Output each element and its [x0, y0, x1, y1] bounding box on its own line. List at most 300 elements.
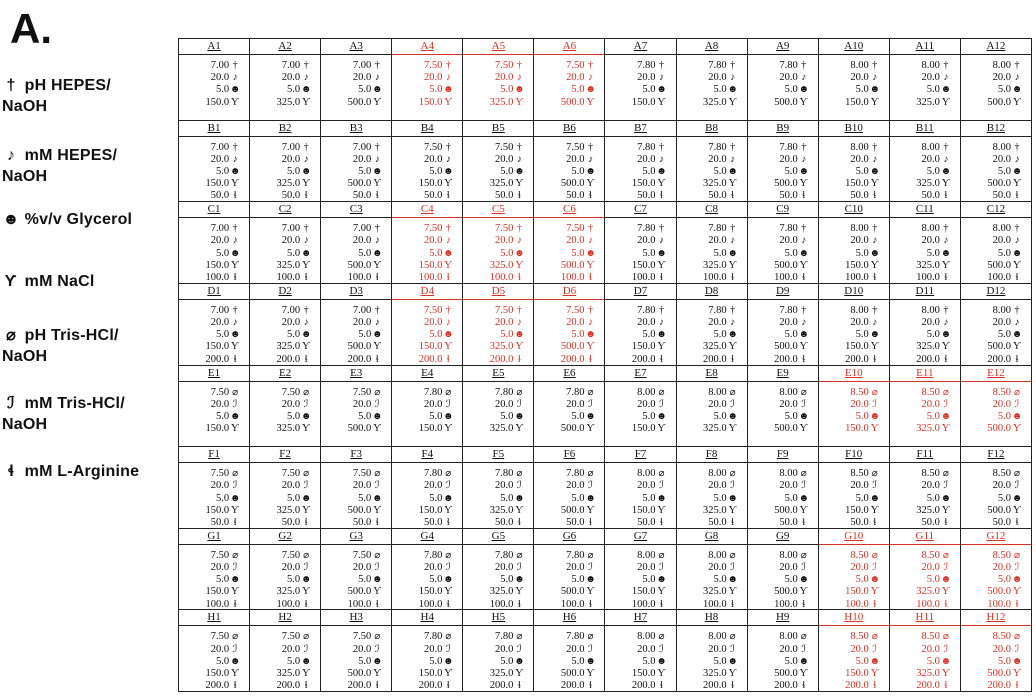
- well-value: 8.00: [850, 141, 869, 153]
- well-value: 20.0: [637, 643, 656, 655]
- well-divider: [179, 544, 249, 545]
- glycerol-icon: ☻: [371, 166, 383, 178]
- well-id: G12: [986, 529, 1006, 542]
- well-value-row: [845, 505, 881, 517]
- well-value: 5.0: [926, 492, 940, 504]
- well-value: 7.50: [281, 549, 301, 561]
- well-value: 8.00: [708, 386, 727, 398]
- well-value: 5.0: [358, 492, 372, 504]
- well-value: 20.0: [921, 235, 940, 247]
- glycerol-icon: ☻: [727, 166, 738, 178]
- legend-item: [2, 393, 125, 435]
- well-value-row: [916, 586, 952, 598]
- well-value-row: [916, 60, 952, 72]
- well-value: 500.0: [774, 667, 798, 679]
- nacl-icon: Ƴ: [728, 504, 737, 516]
- well-value: 5.0: [713, 492, 727, 504]
- well-value: 5.0: [571, 574, 585, 586]
- well-id: C6: [563, 203, 576, 216]
- mm-hepes-icon: ♪: [730, 235, 736, 247]
- nacl-icon: Ƴ: [870, 586, 879, 598]
- well-value-row: [205, 142, 241, 154]
- well-id: C10: [844, 203, 863, 216]
- well-value: 7.50: [281, 468, 301, 480]
- well-value-row: [419, 586, 455, 598]
- well-id: B6: [563, 121, 576, 134]
- well-value: 5.0: [358, 84, 372, 96]
- arginine-icon: ɬ: [660, 680, 663, 692]
- well-value-row: [205, 97, 241, 109]
- well-value: 200.0: [205, 353, 230, 365]
- well-id: D7: [633, 284, 648, 297]
- nacl-icon: Ƴ: [586, 341, 595, 353]
- well-value: 20.0: [850, 72, 869, 84]
- well-value: 100.0: [631, 598, 656, 610]
- nacl-icon: Ƴ: [515, 341, 524, 353]
- well-value: 8.00: [637, 386, 656, 398]
- glycerol-icon: ☻: [443, 166, 454, 178]
- legend-item: [2, 325, 119, 367]
- nacl-icon: Ƴ: [373, 178, 382, 190]
- well-value-row: [987, 468, 1023, 480]
- legend-label-line2: NaOH: [2, 168, 48, 185]
- well-value: 7.00: [352, 304, 372, 316]
- well-value-row: [916, 656, 952, 668]
- mm-tris-icon: ℐ: [445, 480, 451, 492]
- ph-hepes-icon: †: [659, 223, 665, 235]
- well-value: 200.0: [631, 353, 656, 365]
- nacl-icon: Ƴ: [870, 667, 879, 679]
- well-value-row: [845, 72, 881, 84]
- well-value: 5.0: [500, 329, 514, 341]
- well-value-row: [845, 166, 881, 178]
- nacl-icon: Ƴ: [1013, 96, 1021, 108]
- well-value-row: [987, 142, 1023, 154]
- well-value-row: [916, 423, 952, 435]
- arginine-icon: ɬ: [873, 190, 877, 202]
- well-id: A3: [349, 40, 363, 52]
- well-value: 8.00: [921, 60, 940, 71]
- well-value: 100.0: [774, 272, 798, 284]
- well-value-row: [561, 631, 597, 643]
- ph-hepes-icon: †: [1014, 223, 1020, 235]
- well-value: 150.0: [205, 341, 230, 353]
- legend-label: mM HEPES/: [20, 147, 118, 164]
- well-value-row: [490, 178, 526, 190]
- well-value: 20.0: [992, 72, 1011, 84]
- well-divider: [250, 299, 320, 300]
- well-value-row: [703, 72, 739, 84]
- well-value-row: [632, 178, 668, 190]
- well-value-row: [987, 399, 1023, 411]
- well-value-row: [348, 505, 384, 517]
- well-value-row: [277, 329, 313, 341]
- ph-tris-icon: ⌀: [303, 468, 310, 480]
- mm-tris-icon: ℐ: [1014, 561, 1020, 573]
- nacl-icon: Ƴ: [586, 667, 595, 679]
- arginine-icon: ɬ: [304, 680, 308, 692]
- well-value-row: [845, 644, 881, 656]
- well-C12: [960, 202, 1031, 284]
- well-E7: [605, 365, 676, 447]
- glycerol-icon: ☻: [371, 574, 383, 586]
- well-divider: [605, 299, 675, 300]
- nacl-icon: Ƴ: [444, 586, 453, 598]
- well-value-row: [632, 387, 668, 399]
- well-value: 100.0: [205, 272, 230, 284]
- nacl-icon: Ƴ: [1013, 423, 1021, 435]
- well-divider: [677, 299, 747, 300]
- well-value: 500.0: [774, 341, 798, 353]
- well-value: 5.0: [571, 329, 585, 341]
- well-divider: [890, 54, 960, 55]
- well-value-row: [348, 411, 384, 423]
- ph-tris-icon: ⌀: [303, 549, 310, 561]
- mm-hepes-icon: ♪: [516, 153, 522, 165]
- mm-tris-icon: ℐ: [232, 643, 238, 655]
- well-value: 5.0: [997, 574, 1011, 586]
- well-value-row: [703, 178, 739, 190]
- well-value-row: [348, 480, 384, 492]
- well-divider: [321, 217, 391, 218]
- well-value-row: [845, 411, 881, 423]
- well-value-row: [703, 235, 739, 247]
- nacl-icon: Ƴ: [586, 504, 595, 516]
- well-value-row: [774, 154, 810, 166]
- well-id: B12: [986, 121, 1006, 134]
- well-value: 5.0: [500, 84, 514, 96]
- well-value: 325.0: [703, 423, 727, 435]
- glycerol-icon: ☻: [300, 655, 312, 667]
- well-value: 20.0: [708, 72, 727, 84]
- well-value-row: [916, 223, 952, 235]
- well-value-row: [419, 97, 455, 109]
- well-value: 5.0: [713, 574, 727, 586]
- well-G7: [605, 528, 676, 610]
- well-value: 100.0: [347, 272, 372, 284]
- well-value-row: [490, 423, 526, 435]
- well-value-row: [987, 235, 1023, 247]
- glycerol-icon: ☻: [229, 655, 241, 667]
- well-value-row: [916, 468, 952, 480]
- well-value: 7.80: [637, 141, 656, 153]
- well-value: 20.0: [423, 480, 443, 492]
- ph-tris-icon: ⌀: [232, 386, 239, 398]
- nacl-icon: Ƴ: [1013, 586, 1021, 598]
- glycerol-icon: ☻: [229, 329, 241, 341]
- glycerol-icon: ☻: [585, 166, 596, 178]
- arginine-icon: ɬ: [731, 598, 735, 610]
- well-value-row: [845, 574, 881, 586]
- well-value: 150.0: [845, 259, 869, 271]
- well-value-row: [490, 399, 526, 411]
- well-value: 5.0: [642, 410, 656, 422]
- mm-hepes-icon: ♪: [516, 235, 522, 247]
- arginine-icon: ɬ: [375, 190, 379, 202]
- well-E6: [534, 365, 605, 447]
- glycerol-icon: ☻: [514, 84, 525, 96]
- well-value: 8.00: [779, 549, 798, 561]
- mm-tris-icon: ℐ: [232, 398, 238, 410]
- ph-tris-icon: ⌀: [942, 549, 949, 561]
- well-G12: [960, 528, 1031, 610]
- arginine-icon: ɬ: [873, 353, 877, 365]
- well-C7: [605, 202, 676, 284]
- well-value-row: [490, 586, 526, 598]
- well-value: 5.0: [358, 166, 372, 178]
- well-value-row: [561, 574, 597, 586]
- well-value: 20.0: [708, 643, 727, 655]
- mm-tris-icon: ℐ: [445, 398, 451, 410]
- glycerol-icon: ☻: [940, 84, 952, 96]
- well-value: 5.0: [287, 166, 301, 178]
- well-value: 50.0: [921, 190, 940, 202]
- well-value-row: [845, 178, 881, 190]
- well-id: D2: [278, 284, 292, 297]
- well-value: 7.50: [352, 549, 372, 561]
- ph-hepes-icon: †: [516, 60, 522, 71]
- plate-row: [179, 528, 1032, 610]
- well-value: 150.0: [631, 586, 656, 598]
- well-C1: [179, 202, 250, 284]
- well-value: 150.0: [205, 504, 230, 516]
- well-value: 5.0: [642, 492, 656, 504]
- well-value: 7.00: [281, 223, 301, 235]
- well-id: A6: [562, 40, 577, 52]
- well-value: 200.0: [489, 353, 514, 365]
- well-value: 150.0: [205, 96, 230, 108]
- well-divider: [463, 299, 533, 300]
- glycerol-icon: ☻: [443, 655, 454, 667]
- well-F7: [605, 447, 676, 529]
- well-value: 100.0: [845, 598, 869, 610]
- well-value: 5.0: [926, 655, 940, 667]
- well-G5: [463, 528, 534, 610]
- nacl-icon: Ƴ: [657, 504, 666, 516]
- mm-hepes-icon: ♪: [232, 153, 238, 165]
- well-H10: [818, 610, 889, 692]
- mm-tris-icon: ℐ: [730, 561, 735, 573]
- well-value: 100.0: [703, 272, 727, 284]
- well-id: F8: [705, 448, 718, 461]
- well-value: 20.0: [566, 153, 585, 165]
- arginine-icon: ɬ: [660, 516, 663, 528]
- well-value-row: [703, 631, 739, 643]
- well-value-row: [916, 248, 952, 260]
- glycerol-icon: ☻: [371, 247, 383, 259]
- ph-tris-icon: ⌀: [374, 631, 381, 643]
- well-value: 200.0: [631, 680, 656, 692]
- legend-item: [2, 145, 117, 187]
- well-divider: [748, 625, 818, 626]
- well-id: C11: [915, 203, 934, 216]
- well-id: E2: [279, 366, 292, 379]
- mm-hepes-icon: ♪: [587, 72, 593, 84]
- well-value: 325.0: [489, 259, 514, 271]
- well-value: 5.0: [926, 574, 940, 586]
- well-divider: [463, 625, 533, 626]
- well-id: C2: [278, 203, 292, 216]
- well-value: 325.0: [703, 259, 727, 271]
- well-value-row: [277, 166, 313, 178]
- well-B6: [534, 120, 605, 202]
- well-value: 5.0: [997, 410, 1011, 422]
- well-value-row: [703, 154, 739, 166]
- well-value-row: [419, 248, 455, 260]
- well-F11: [889, 447, 960, 529]
- well-value: 20.0: [352, 317, 372, 329]
- ph-hepes-icon: †: [232, 141, 238, 153]
- well-divider: [392, 299, 462, 300]
- well-value-row: [916, 574, 952, 586]
- well-value-row: [348, 399, 384, 411]
- nacl-icon: Ƴ: [1013, 341, 1021, 353]
- well-divider: [392, 381, 462, 382]
- well-value: 7.50: [566, 60, 585, 71]
- well-divider: [677, 625, 747, 626]
- legend-item: [2, 75, 111, 117]
- well-id: G6: [562, 529, 577, 542]
- well-value: 7.00: [352, 223, 372, 235]
- glycerol-icon: ☻: [585, 574, 596, 586]
- well-value-row: [419, 329, 455, 341]
- well-value: 8.50: [992, 386, 1011, 398]
- ph-tris-icon: ⌀: [1013, 386, 1021, 398]
- well-id: F9: [776, 448, 789, 461]
- well-value: 8.50: [992, 468, 1011, 480]
- well-value-row: [277, 223, 313, 235]
- glycerol-icon: ☻: [585, 655, 596, 667]
- well-divider: [463, 217, 533, 218]
- well-value-row: [703, 562, 739, 574]
- well-value: 100.0: [703, 598, 727, 610]
- well-value-row: [419, 631, 455, 643]
- well-divider: [961, 462, 1031, 463]
- well-value: 5.0: [926, 84, 940, 96]
- well-divider: [961, 136, 1031, 137]
- well-id: C12: [986, 203, 1006, 216]
- well-value: 8.00: [779, 468, 798, 480]
- glycerol-icon: ☻: [656, 655, 667, 667]
- well-value-row: [774, 423, 810, 435]
- well-value: 200.0: [347, 680, 372, 692]
- well-value-row: [774, 562, 810, 574]
- well-value-row: [205, 493, 241, 505]
- well-value: 100.0: [489, 598, 514, 610]
- well-H7: [605, 610, 676, 692]
- nacl-icon: Ƴ: [941, 423, 950, 435]
- well-value-row: [277, 550, 313, 562]
- nacl-icon: Ƴ: [515, 423, 524, 435]
- well-divider: [961, 544, 1031, 545]
- well-H1: [179, 610, 250, 692]
- well-value: 325.0: [916, 178, 940, 190]
- well-value: 8.00: [708, 468, 727, 480]
- ph-hepes-icon: †: [943, 141, 949, 153]
- well-C11: [889, 202, 960, 284]
- ph-hepes-icon: †: [659, 141, 665, 153]
- well-value-row: [916, 166, 952, 178]
- well-F5: [463, 447, 534, 529]
- mm-tris-icon: ℐ: [517, 561, 522, 573]
- well-value-row: [490, 97, 526, 109]
- well-value-row: [561, 586, 597, 598]
- well-value: 7.80: [423, 386, 443, 398]
- well-value: 8.00: [708, 631, 727, 643]
- well-value-row: [916, 305, 952, 317]
- mm-tris-icon: ℐ: [588, 561, 593, 573]
- well-value: 100.0: [276, 272, 301, 284]
- mm-tris-icon: ℐ: [374, 643, 380, 655]
- mm-hepes-icon: ♪: [943, 153, 949, 165]
- well-value: 8.00: [992, 304, 1011, 316]
- well-value: 150.0: [205, 259, 230, 271]
- nacl-icon: Ƴ: [231, 423, 239, 435]
- arginine-icon: ɬ: [660, 190, 663, 202]
- ph-tris-icon: ⌀: [374, 549, 381, 561]
- well-value: 20.0: [850, 643, 869, 655]
- mm-tris-icon: ℐ: [303, 643, 309, 655]
- nacl-icon: Ƴ: [870, 504, 879, 516]
- well-value: 325.0: [276, 423, 301, 435]
- well-id: D6: [562, 284, 577, 297]
- well-value-row: [632, 72, 668, 84]
- well-divider: [392, 217, 462, 218]
- well-value: 20.0: [921, 317, 940, 329]
- well-value-row: [490, 84, 526, 96]
- arginine-icon: ɬ: [1015, 190, 1019, 202]
- well-C10: [818, 202, 889, 284]
- well-value-row: [845, 329, 881, 341]
- well-value: 500.0: [774, 504, 798, 516]
- glycerol-icon: ☻: [798, 247, 809, 259]
- arginine-icon: ɬ: [304, 272, 308, 284]
- well-value-row: [632, 493, 668, 505]
- well-value: 500.0: [987, 259, 1011, 271]
- well-value-row: [632, 550, 668, 562]
- well-value: 325.0: [916, 259, 940, 271]
- well-C4: [392, 202, 463, 284]
- glycerol-icon: ☻: [300, 492, 312, 504]
- well-value-row: [987, 656, 1023, 668]
- nacl-icon: Ƴ: [444, 96, 453, 108]
- nacl-icon: Ƴ: [373, 667, 382, 679]
- well-value-row: [419, 317, 455, 329]
- arginine-icon: ɬ: [589, 680, 592, 692]
- well-value-row: [845, 399, 881, 411]
- well-value-row: [703, 586, 739, 598]
- arginine-icon: ɬ: [589, 516, 592, 528]
- well-value: 7.00: [210, 141, 230, 153]
- well-value: 20.0: [779, 235, 798, 247]
- well-value-row: [205, 329, 241, 341]
- well-divider: [321, 299, 391, 300]
- ph-tris-icon: ⌀: [800, 631, 807, 643]
- well-H8: [676, 610, 747, 692]
- well-value-row: [987, 668, 1023, 680]
- well-value-row: [205, 399, 241, 411]
- arginine-icon: ɬ: [873, 680, 877, 692]
- well-value: 20.0: [495, 561, 514, 573]
- mm-hepes-icon: ♪: [801, 317, 807, 329]
- well-value: 7.50: [566, 223, 585, 235]
- well-value: 7.80: [566, 631, 585, 643]
- well-value: 5.0: [287, 84, 301, 96]
- well-value: 20.0: [921, 480, 940, 492]
- well-value-row: [205, 305, 241, 317]
- well-value-row: [419, 84, 455, 96]
- well-value: 20.0: [281, 72, 301, 84]
